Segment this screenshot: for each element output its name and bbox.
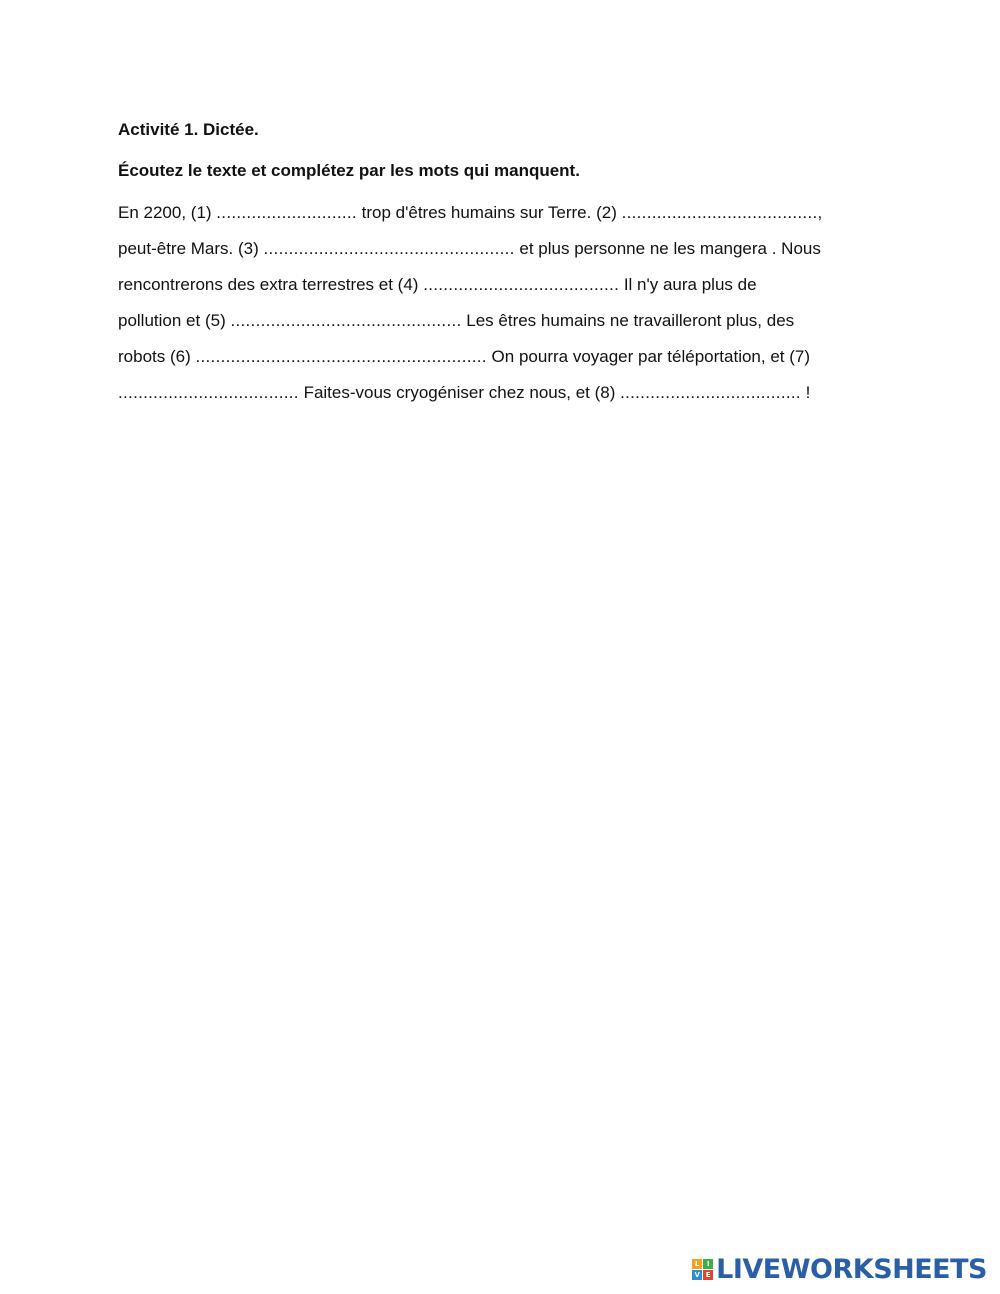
dictation-text-segment: On pourra voyager par téléportation, et (7) xyxy=(486,347,811,366)
dictation-line xyxy=(118,267,888,303)
logo-text: LIVEWORKSHEETS xyxy=(716,1253,987,1285)
logo-grid-icon xyxy=(692,1259,713,1280)
dictation-text-segment: pollution et (5) xyxy=(118,311,231,330)
dictation-line xyxy=(118,195,888,231)
logo-grid-cell: E xyxy=(703,1270,713,1280)
blank-field-3[interactable]: .................................................. xyxy=(263,239,515,258)
blank-field-6[interactable]: .......................................................... xyxy=(195,347,487,366)
dictation-text xyxy=(118,195,888,411)
dictation-text-segment: et plus personne ne les mangera . Nous xyxy=(514,239,821,258)
dictation-line xyxy=(118,339,888,375)
liveworksheets-logo xyxy=(692,1252,987,1286)
logo-grid-cell: V xyxy=(692,1270,702,1280)
dictation-line xyxy=(118,231,888,267)
logo-grid-cell: I xyxy=(703,1259,713,1269)
dictation-text-segment: trop d'êtres humains sur Terre. (2) xyxy=(356,203,622,222)
dictation-text-segment: rencontrerons des extra terrestres et (4) xyxy=(118,275,424,294)
instruction-text: Écoutez le texte et complétez par les mots qui manquent. xyxy=(118,161,580,180)
dictation-text-segment: Il n'y aura plus de xyxy=(619,275,757,294)
dictation-text-segment: En 2200, (1) xyxy=(118,203,217,222)
dictation-line xyxy=(118,303,888,339)
blank-field-5[interactable]: .............................................. xyxy=(230,311,462,330)
dictation-line xyxy=(118,375,888,411)
logo-grid-cell: L xyxy=(692,1259,702,1269)
blank-field-7[interactable]: .................................... xyxy=(118,383,299,402)
blank-field-1[interactable]: ............................ xyxy=(216,203,357,222)
blank-field-8[interactable]: .................................... xyxy=(620,383,801,402)
dictation-text-segment: Les êtres humains ne travailleront plus, des xyxy=(461,311,795,330)
dictation-text-segment: robots (6) xyxy=(118,347,196,366)
dictation-text-segment: ! xyxy=(800,383,811,402)
dictation-text-segment: peut-être Mars. (3) xyxy=(118,239,264,258)
dictation-text-segment: Faites-vous cryogéniser chez nous, et (8) xyxy=(298,383,621,402)
blank-field-4[interactable]: ....................................... xyxy=(423,275,620,294)
blank-field-2[interactable]: ......................................., xyxy=(621,203,823,222)
worksheet-content xyxy=(118,118,888,411)
activity-title: Activité 1. Dictée. xyxy=(118,120,259,139)
